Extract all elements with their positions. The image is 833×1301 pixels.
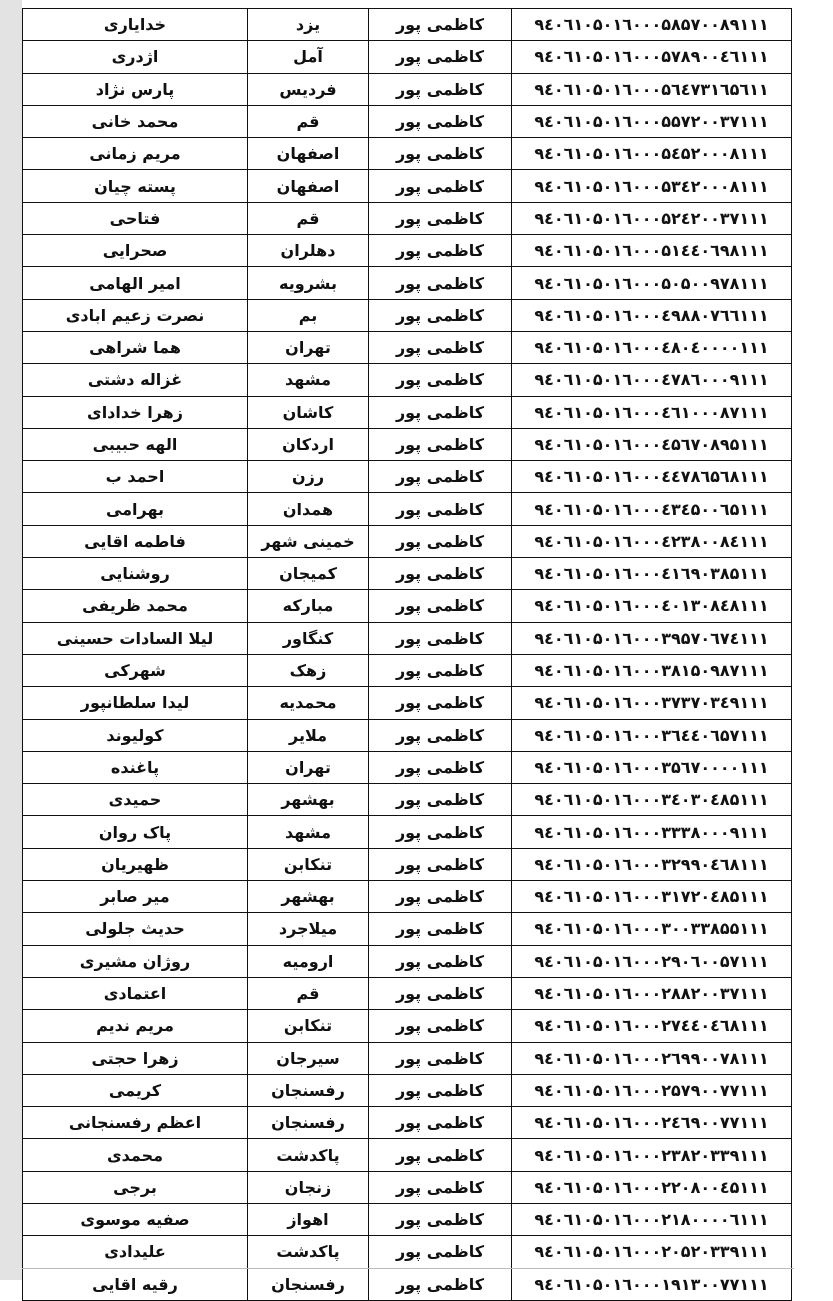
cell-agent: کاظمی پور — [369, 848, 512, 880]
cell-city: زهک — [248, 654, 369, 686]
cell-city: سیرجان — [248, 1042, 369, 1074]
cell-code: ۹٤۰٦۱۰۵۰۱٦۰۰۰۱۹۱۳۰۰۷۷۱۱۱ — [512, 1268, 792, 1300]
cell-city: رزن — [248, 461, 369, 493]
cell-code: ۹٤۰٦۱۰۵۰۱٦۰۰۰۲۰۵۲۰۳۳۹۱۱۱ — [512, 1236, 792, 1268]
cell-city: میلاجرد — [248, 913, 369, 945]
cell-name: شهرکی — [23, 654, 248, 686]
cell-code: ۹٤۰٦۱۰۵۰۱٦۰۰۰۳٦٤٤۰٦۵۷۱۱۱ — [512, 719, 792, 751]
cell-name: امیر الهامی — [23, 267, 248, 299]
cell-agent: کاظمی پور — [369, 170, 512, 202]
cell-name: کولیوند — [23, 719, 248, 751]
cell-code: ۹٤۰٦۱۰۵۰۱٦۰۰۰۲۵۷۹۰۰۷۷۱۱۱ — [512, 1074, 792, 1106]
cell-agent: کاظمی پور — [369, 525, 512, 557]
cell-city: مبارکه — [248, 590, 369, 622]
cell-name: زهرا حجتی — [23, 1042, 248, 1074]
cell-name: ظهیریان — [23, 848, 248, 880]
cell-agent: کاظمی پور — [369, 493, 512, 525]
cell-name: صفیه موسوی — [23, 1203, 248, 1235]
cell-name: اعظم رفسنجانی — [23, 1107, 248, 1139]
table-row — [23, 331, 792, 363]
cell-code: ۹٤۰٦۱۰۵۰۱٦۰۰۰۳۲۹۹۰٤٦۸۱۱۱ — [512, 848, 792, 880]
cell-code: ۹٤۰٦۱۰۵۰۱٦۰۰۰۵۷۸۹۰۰٤٦۱۱۱ — [512, 41, 792, 73]
cell-code: ۹٤۰٦۱۰۵۰۱٦۰۰۰٤۰۱۳۰۸٤۸۱۱۱ — [512, 590, 792, 622]
cell-code: ۹٤۰٦۱۰۵۰۱٦۰۰۰۳۵٦۷۰۰۰۰۱۱۱ — [512, 751, 792, 783]
table-row — [23, 913, 792, 945]
cell-code: ۹٤۰٦۱۰۵۰۱٦۰۰۰۲۹۰٦۰۰۵۷۱۱۱ — [512, 945, 792, 977]
cell-city: بشرویه — [248, 267, 369, 299]
cell-name: حدیث جلولی — [23, 913, 248, 945]
cell-city: یزد — [248, 9, 369, 41]
cell-name: زهرا خدادای — [23, 396, 248, 428]
cell-name: اعتمادی — [23, 977, 248, 1009]
cell-code: ۹٤۰٦۱۰۵۰۱٦۰۰۰۲۷٤٤۰٤٦۸۱۱۱ — [512, 1010, 792, 1042]
cell-agent: کاظمی پور — [369, 622, 512, 654]
table-row — [23, 751, 792, 783]
cell-agent: کاظمی پور — [369, 73, 512, 105]
cell-code: ۹٤۰٦۱۰۵۰۱٦۰۰۰۵۰۵۰۰۹۷۸۱۱۱ — [512, 267, 792, 299]
cell-code: ۹٤۰٦۱۰۵۰۱٦۰۰۰۵۵۷۲۰۰۳۷۱۱۱ — [512, 105, 792, 137]
cell-name: مریم زمانی — [23, 138, 248, 170]
cell-name: رقیه اقایی — [23, 1268, 248, 1300]
cell-city: رفسنجان — [248, 1268, 369, 1300]
cell-code: ۹٤۰٦۱۰۵۰۱٦۰۰۰٤۷۸٦۰۰۰۹۱۱۱ — [512, 364, 792, 396]
table-row — [23, 1236, 792, 1268]
cell-city: دهلران — [248, 235, 369, 267]
cell-name: محمد ظریفی — [23, 590, 248, 622]
cell-name: محمدی — [23, 1139, 248, 1171]
table-row — [23, 784, 792, 816]
cell-agent: کاظمی پور — [369, 267, 512, 299]
cell-code: ۹٤۰٦۱۰۵۰۱٦۰۰۰۲۸۸۲۰۰۳۷۱۱۱ — [512, 977, 792, 1009]
cell-agent: کاظمی پور — [369, 687, 512, 719]
table-row — [23, 881, 792, 913]
cell-city: کاشان — [248, 396, 369, 428]
cell-agent: کاظمی پور — [369, 202, 512, 234]
cell-agent: کاظمی پور — [369, 331, 512, 363]
cell-code: ۹٤۰٦۱۰۵۰۱٦۰۰۰٤۹۸۸۰۷٦٦۱۱۱ — [512, 299, 792, 331]
cell-code: ۹٤۰٦۱۰۵۰۱٦۰۰۰۲٤٦۹۰۰۷۷۱۱۱ — [512, 1107, 792, 1139]
cell-city: ملایر — [248, 719, 369, 751]
cell-city: مشهد — [248, 816, 369, 848]
cell-city: خمینی شهر — [248, 525, 369, 557]
table-row — [23, 622, 792, 654]
cell-name: احمد ب — [23, 461, 248, 493]
cell-agent: کاظمی پور — [369, 881, 512, 913]
cell-agent: کاظمی پور — [369, 235, 512, 267]
cell-agent: کاظمی پور — [369, 590, 512, 622]
cell-city: قم — [248, 105, 369, 137]
table-row — [23, 299, 792, 331]
records-table-body — [23, 9, 792, 1301]
cell-code: ۹٤۰٦۱۰۵۰۱٦۰۰۰٤۱٦۹۰۳۸۵۱۱۱ — [512, 558, 792, 590]
page-left-margin — [0, 0, 22, 1280]
table-row — [23, 138, 792, 170]
table-row — [23, 1203, 792, 1235]
cell-city: زنجان — [248, 1171, 369, 1203]
table-row — [23, 1268, 792, 1300]
cell-name: هما شراهی — [23, 331, 248, 363]
cell-name: اژدری — [23, 41, 248, 73]
cell-agent: کاظمی پور — [369, 1236, 512, 1268]
cell-city: اهواز — [248, 1203, 369, 1235]
cell-code: ۹٤۰٦۱۰۵۰۱٦۰۰۰۲۱۸۰۰۰۰٦۱۱۱ — [512, 1203, 792, 1235]
cell-agent: کاظمی پور — [369, 1139, 512, 1171]
cell-city: همدان — [248, 493, 369, 525]
cell-name: روشنایی — [23, 558, 248, 590]
cell-name: بهرامی — [23, 493, 248, 525]
cell-city: مشهد — [248, 364, 369, 396]
cell-name: روژان مشیری — [23, 945, 248, 977]
table-row — [23, 428, 792, 460]
cell-agent: کاظمی پور — [369, 299, 512, 331]
cell-city: ارومیه — [248, 945, 369, 977]
cell-agent: کاظمی پور — [369, 364, 512, 396]
cell-name: صحرایی — [23, 235, 248, 267]
cell-city: بهشهر — [248, 784, 369, 816]
cell-code: ۹٤۰٦۱۰۵۰۱٦۰۰۰۵۳٤۲۰۰۰۸۱۱۱ — [512, 170, 792, 202]
cell-agent: کاظمی پور — [369, 1268, 512, 1300]
cell-city: پاکدشت — [248, 1236, 369, 1268]
cell-city: اصفهان — [248, 138, 369, 170]
table-row — [23, 73, 792, 105]
table-row — [23, 590, 792, 622]
cell-city: بم — [248, 299, 369, 331]
cell-city: قم — [248, 977, 369, 1009]
cell-name: الهه حبیبی — [23, 428, 248, 460]
table-row — [23, 1042, 792, 1074]
cell-code: ۹٤۰٦۱۰۵۰۱٦۰۰۰۲۳۸۲۰۳۳۹۱۱۱ — [512, 1139, 792, 1171]
cell-agent: کاظمی پور — [369, 558, 512, 590]
cell-agent: کاظمی پور — [369, 41, 512, 73]
cell-city: رفسنجان — [248, 1074, 369, 1106]
cell-agent: کاظمی پور — [369, 1203, 512, 1235]
table-row — [23, 1107, 792, 1139]
cell-agent: کاظمی پور — [369, 654, 512, 686]
cell-code: ۹٤۰٦۱۰۵۰۱٦۰۰۰٤٦۱۰۰۰۸۷۱۱۱ — [512, 396, 792, 428]
cell-code: ۹٤۰٦۱۰۵۰۱٦۰۰۰۵۱٤٤۰٦۹۸۱۱۱ — [512, 235, 792, 267]
cell-agent: کاظمی پور — [369, 105, 512, 137]
cell-agent: کاظمی پور — [369, 719, 512, 751]
cell-city: بهشهر — [248, 881, 369, 913]
cell-code: ۹٤۰٦۱۰۵۰۱٦۰۰۰۳۷۳۷۰۳٤۹۱۱۱ — [512, 687, 792, 719]
cell-city: کمیجان — [248, 558, 369, 590]
cell-city: آمل — [248, 41, 369, 73]
cell-name: فتاحی — [23, 202, 248, 234]
cell-code: ۹٤۰٦۱۰۵۰۱٦۰۰۰۳۹۵۷۰٦۷٤۱۱۱ — [512, 622, 792, 654]
table-row — [23, 1171, 792, 1203]
cell-city: اصفهان — [248, 170, 369, 202]
cell-code: ۹٤۰٦۱۰۵۰۱٦۰۰۰٤٤۷۸٦۵٦۸۱۱۱ — [512, 461, 792, 493]
page-bottom-edge — [22, 1268, 794, 1269]
table-row — [23, 105, 792, 137]
cell-agent: کاظمی پور — [369, 428, 512, 460]
cell-name: نصرت زعیم ابادی — [23, 299, 248, 331]
table-row — [23, 687, 792, 719]
table-row — [23, 9, 792, 41]
cell-code: ۹٤۰٦۱۰۵۰۱٦۰۰۰۳۳۳۸۰۰۰۹۱۱۱ — [512, 816, 792, 848]
cell-name: برجی — [23, 1171, 248, 1203]
table-row — [23, 945, 792, 977]
table-row — [23, 816, 792, 848]
cell-city: کنگاور — [248, 622, 369, 654]
cell-code: ۹٤۰٦۱۰۵۰۱٦۰۰۰٤۸۰٤۰۰۰۰۱۱۱ — [512, 331, 792, 363]
cell-city: قم — [248, 202, 369, 234]
cell-code: ۹٤۰٦۱۰۵۰۱٦۰۰۰۳۰۰۳۳۸۵۵۱۱۱ — [512, 913, 792, 945]
table-row — [23, 235, 792, 267]
cell-code: ۹٤۰٦۱۰۵۰۱٦۰۰۰٤۳٤۵۰۰٦۵۱۱۱ — [512, 493, 792, 525]
cell-name: فاطمه اقایی — [23, 525, 248, 557]
cell-city: رفسنجان — [248, 1107, 369, 1139]
cell-code: ۹٤۰٦۱۰۵۰۱٦۰۰۰۳۱۷۲۰٤۸۵۱۱۱ — [512, 881, 792, 913]
table-row — [23, 977, 792, 1009]
cell-agent: کاظمی پور — [369, 1074, 512, 1106]
cell-name: حمیدی — [23, 784, 248, 816]
cell-city: پاکدشت — [248, 1139, 369, 1171]
cell-name: غزاله دشتی — [23, 364, 248, 396]
table-row — [23, 558, 792, 590]
table-row — [23, 170, 792, 202]
cell-code: ۹٤۰٦۱۰۵۰۱٦۰۰۰۳۸۱۵۰۹۸۷۱۱۱ — [512, 654, 792, 686]
cell-agent: کاظمی پور — [369, 9, 512, 41]
cell-name: محمد خانی — [23, 105, 248, 137]
table-row — [23, 1010, 792, 1042]
table-row — [23, 654, 792, 686]
table-row — [23, 719, 792, 751]
cell-city: تهران — [248, 331, 369, 363]
table-row — [23, 267, 792, 299]
cell-code: ۹٤۰٦۱۰۵۰۱٦۰۰۰۵٦٤۷۳۱٦۵٦۱۱ — [512, 73, 792, 105]
cell-code: ۹٤۰٦۱۰۵۰۱٦۰۰۰۳٤۰۳۰٤۸۵۱۱۱ — [512, 784, 792, 816]
cell-code: ۹٤۰٦۱۰۵۰۱٦۰۰۰۵۲٤۲۰۰۳۷۱۱۱ — [512, 202, 792, 234]
cell-city: محمدیه — [248, 687, 369, 719]
cell-agent: کاظمی پور — [369, 751, 512, 783]
cell-city: تنکابن — [248, 848, 369, 880]
cell-agent: کاظمی پور — [369, 1010, 512, 1042]
cell-agent: کاظمی پور — [369, 138, 512, 170]
cell-name: پارس نژاد — [23, 73, 248, 105]
cell-agent: کاظمی پور — [369, 784, 512, 816]
cell-agent: کاظمی پور — [369, 977, 512, 1009]
cell-code: ۹٤۰٦۱۰۵۰۱٦۰۰۰۵۸۵۷۰۰۸۹۱۱۱ — [512, 9, 792, 41]
cell-name: مریم ندیم — [23, 1010, 248, 1042]
cell-agent: کاظمی پور — [369, 913, 512, 945]
cell-agent: کاظمی پور — [369, 461, 512, 493]
cell-agent: کاظمی پور — [369, 1042, 512, 1074]
cell-code: ۹٤۰٦۱۰۵۰۱٦۰۰۰٤۵٦۷۰۸۹۵۱۱۱ — [512, 428, 792, 460]
table-row — [23, 493, 792, 525]
cell-agent: کاظمی پور — [369, 396, 512, 428]
cell-city: تهران — [248, 751, 369, 783]
table-row — [23, 461, 792, 493]
cell-name: پاغنده — [23, 751, 248, 783]
table-row — [23, 41, 792, 73]
cell-city: اردکان — [248, 428, 369, 460]
cell-name: پسته چیان — [23, 170, 248, 202]
cell-code: ۹٤۰٦۱۰۵۰۱٦۰۰۰۲٦۹۹۰۰۷۸۱۱۱ — [512, 1042, 792, 1074]
cell-name: میر صابر — [23, 881, 248, 913]
table-row — [23, 364, 792, 396]
cell-agent: کاظمی پور — [369, 945, 512, 977]
cell-code: ۹٤۰٦۱۰۵۰۱٦۰۰۰٤۲۳۸۰۰۸٤۱۱۱ — [512, 525, 792, 557]
cell-code: ۹٤۰٦۱۰۵۰۱٦۰۰۰۲۲۰۸۰۰٤۵۱۱۱ — [512, 1171, 792, 1203]
table-row — [23, 1074, 792, 1106]
table-row — [23, 396, 792, 428]
cell-name: کریمی — [23, 1074, 248, 1106]
cell-name: علیدادی — [23, 1236, 248, 1268]
records-table — [22, 8, 792, 1301]
cell-city: فردیس — [248, 73, 369, 105]
table-row — [23, 848, 792, 880]
cell-code: ۹٤۰٦۱۰۵۰۱٦۰۰۰۵٤۵۲۰۰۰۸۱۱۱ — [512, 138, 792, 170]
cell-name: پاک روان — [23, 816, 248, 848]
cell-name: لیلا السادات حسینی — [23, 622, 248, 654]
cell-city: تنکابن — [248, 1010, 369, 1042]
table-row — [23, 202, 792, 234]
cell-agent: کاظمی پور — [369, 1171, 512, 1203]
cell-agent: کاظمی پور — [369, 816, 512, 848]
table-row — [23, 1139, 792, 1171]
cell-name: لیدا سلطانپور — [23, 687, 248, 719]
cell-name: خدایاری — [23, 9, 248, 41]
cell-agent: کاظمی پور — [369, 1107, 512, 1139]
table-row — [23, 525, 792, 557]
